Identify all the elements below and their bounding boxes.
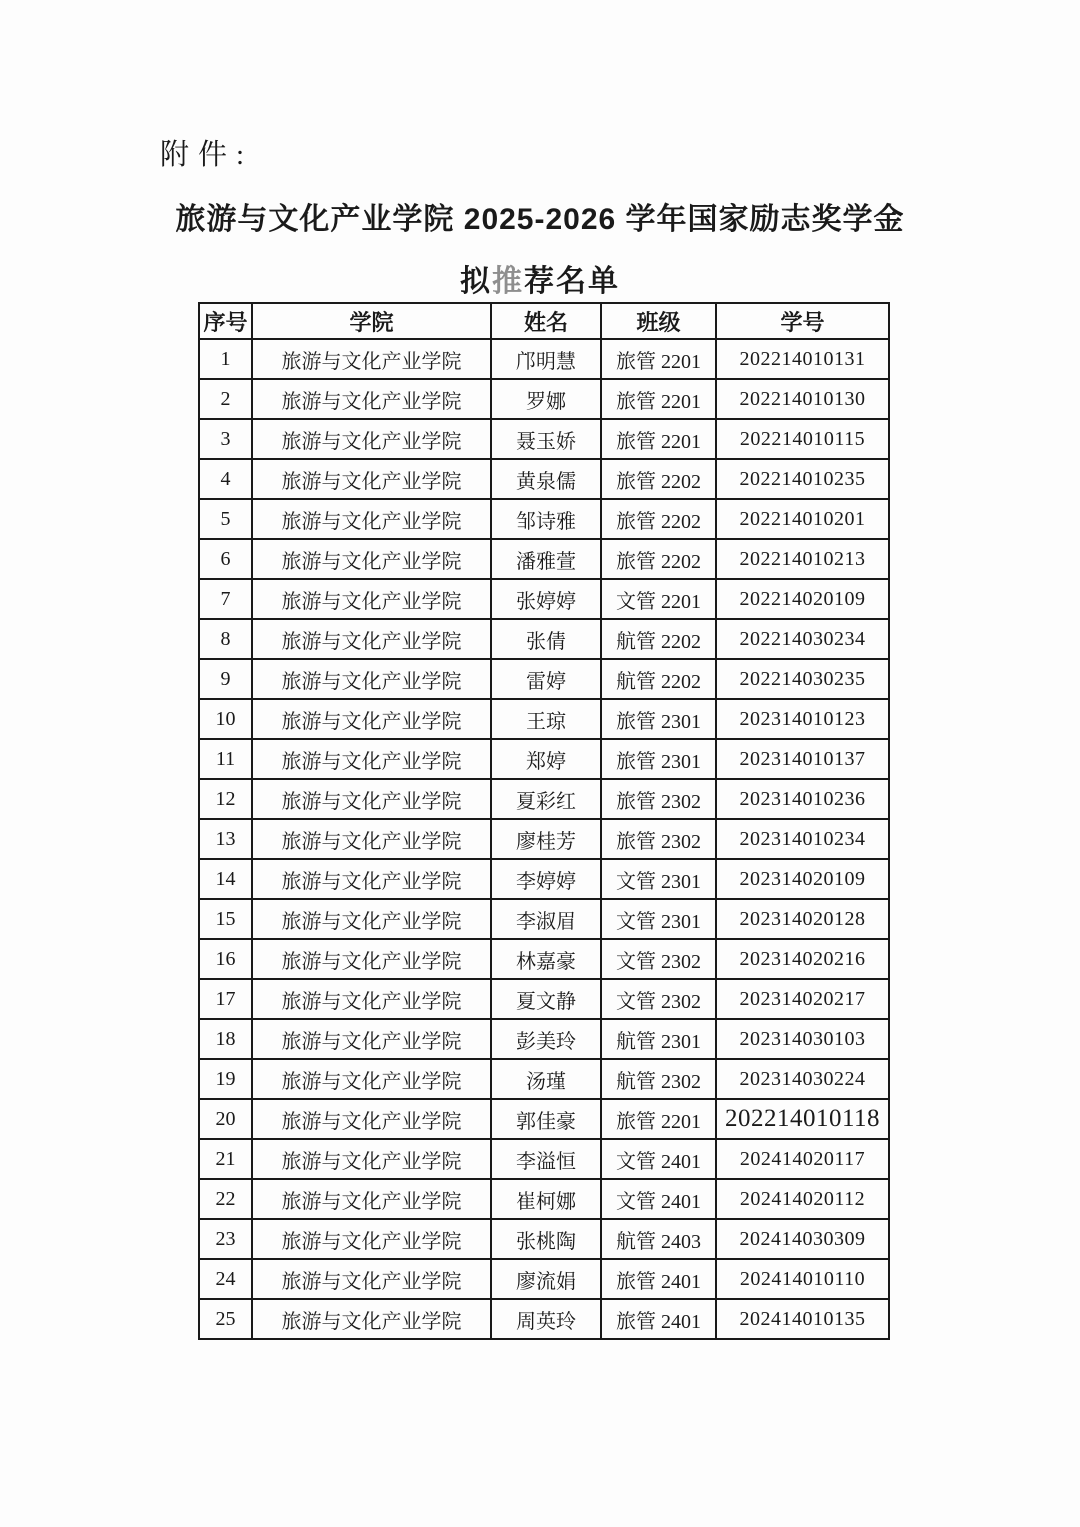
cell-class: 旅管 2302: [601, 819, 716, 859]
cell-student-id: 202214010115: [716, 419, 889, 459]
table-row: [199, 1179, 889, 1219]
cell-name: 夏彩红: [491, 779, 601, 819]
cell-class: 旅管 2202: [601, 459, 716, 499]
cell-name: 李溢恒: [491, 1139, 601, 1179]
cell-no: 8: [199, 619, 252, 659]
recommendation-table: [198, 302, 890, 1340]
table-row: [199, 1259, 889, 1299]
cell-name: 邹诗雅: [491, 499, 601, 539]
table-row: [199, 619, 889, 659]
table-row: [199, 779, 889, 819]
header-cell-id: 学号: [716, 303, 889, 339]
header-cell-class: 班级: [601, 303, 716, 339]
cell-name: 李淑眉: [491, 899, 601, 939]
cell-no: 20: [199, 1099, 252, 1139]
cell-no: 7: [199, 579, 252, 619]
cell-class: 航管 2202: [601, 619, 716, 659]
cell-name: 郑婷: [491, 739, 601, 779]
cell-college: 旅游与文化产业学院: [252, 619, 491, 659]
table-row: [199, 539, 889, 579]
cell-name: 郭佳豪: [491, 1099, 601, 1139]
cell-name: 罗娜: [491, 379, 601, 419]
cell-name: 汤瑾: [491, 1059, 601, 1099]
title-line-2: [150, 256, 930, 300]
cell-college: 旅游与文化产业学院: [252, 1059, 491, 1099]
cell-no: 19: [199, 1059, 252, 1099]
cell-student-id: 202314020109: [716, 859, 889, 899]
cell-student-id: 202214010213: [716, 539, 889, 579]
cell-name: 彭美玲: [491, 1019, 601, 1059]
table-row: [199, 499, 889, 539]
cell-no: 10: [199, 699, 252, 739]
title-line2-suffix: 荐名单: [524, 265, 620, 298]
cell-student-id: 202314010123: [716, 699, 889, 739]
table-header-row: [199, 303, 889, 339]
cell-college: 旅游与文化产业学院: [252, 539, 491, 579]
cell-class: 文管 2301: [601, 899, 716, 939]
cell-name: 李婷婷: [491, 859, 601, 899]
cell-no: 5: [199, 499, 252, 539]
cell-no: 21: [199, 1139, 252, 1179]
cell-college: 旅游与文化产业学院: [252, 1139, 491, 1179]
cell-name: 张倩: [491, 619, 601, 659]
cell-name: 潘雅萱: [491, 539, 601, 579]
cell-class: 文管 2302: [601, 979, 716, 1019]
cell-college: 旅游与文化产业学院: [252, 739, 491, 779]
cell-student-id: 202214020109: [716, 579, 889, 619]
cell-class: 文管 2401: [601, 1179, 716, 1219]
cell-class: 文管 2401: [601, 1139, 716, 1179]
title-line2-gray-char: 推: [492, 265, 524, 298]
cell-no: 14: [199, 859, 252, 899]
cell-class: 旅管 2301: [601, 699, 716, 739]
cell-class: 旅管 2201: [601, 339, 716, 379]
cell-no: 22: [199, 1179, 252, 1219]
table-row: [199, 859, 889, 899]
cell-college: 旅游与文化产业学院: [252, 459, 491, 499]
cell-class: 旅管 2201: [601, 379, 716, 419]
table-row: [199, 1059, 889, 1099]
cell-class: 旅管 2201: [601, 1099, 716, 1139]
cell-college: 旅游与文化产业学院: [252, 419, 491, 459]
cell-class: 航管 2202: [601, 659, 716, 699]
cell-college: 旅游与文化产业学院: [252, 1259, 491, 1299]
table-row: [199, 659, 889, 699]
title-line2-prefix: 拟: [460, 265, 492, 298]
cell-college: 旅游与文化产业学院: [252, 859, 491, 899]
cell-class: 航管 2301: [601, 1019, 716, 1059]
cell-no: 24: [199, 1259, 252, 1299]
cell-class: 文管 2301: [601, 859, 716, 899]
cell-student-id: 202214030234: [716, 619, 889, 659]
cell-no: 17: [199, 979, 252, 1019]
cell-student-id: 202414010110: [716, 1259, 889, 1299]
cell-college: 旅游与文化产业学院: [252, 1219, 491, 1259]
cell-class: 旅管 2401: [601, 1299, 716, 1339]
table-row: [199, 699, 889, 739]
table-row: [199, 939, 889, 979]
cell-college: 旅游与文化产业学院: [252, 979, 491, 1019]
cell-name: 聂玉娇: [491, 419, 601, 459]
cell-college: 旅游与文化产业学院: [252, 379, 491, 419]
cell-college: 旅游与文化产业学院: [252, 1179, 491, 1219]
cell-no: 6: [199, 539, 252, 579]
table-row: [199, 899, 889, 939]
cell-college: 旅游与文化产业学院: [252, 899, 491, 939]
cell-student-id: 202214010235: [716, 459, 889, 499]
cell-no: 16: [199, 939, 252, 979]
cell-college: 旅游与文化产业学院: [252, 659, 491, 699]
cell-class: 旅管 2202: [601, 539, 716, 579]
cell-no: 15: [199, 899, 252, 939]
cell-no: 25: [199, 1299, 252, 1339]
cell-no: 13: [199, 819, 252, 859]
cell-college: 旅游与文化产业学院: [252, 499, 491, 539]
cell-student-id: 202314020216: [716, 939, 889, 979]
header-cell-name: 姓名: [491, 303, 601, 339]
table-row: [199, 1219, 889, 1259]
table-row: [199, 419, 889, 459]
cell-student-id: 202414010135: [716, 1299, 889, 1339]
cell-no: 1: [199, 339, 252, 379]
cell-name: 周英玲: [491, 1299, 601, 1339]
cell-name: 黄泉儒: [491, 459, 601, 499]
table-row: [199, 1139, 889, 1179]
cell-college: 旅游与文化产业学院: [252, 579, 491, 619]
cell-class: 旅管 2301: [601, 739, 716, 779]
cell-name: 崔柯娜: [491, 1179, 601, 1219]
cell-name: 张婷婷: [491, 579, 601, 619]
table-row: [199, 1019, 889, 1059]
cell-class: 旅管 2202: [601, 499, 716, 539]
cell-name: 邝明慧: [491, 339, 601, 379]
table-row: [199, 339, 889, 379]
cell-student-id: 202314010234: [716, 819, 889, 859]
attachment-label: 附件:: [160, 139, 254, 171]
table-row: [199, 819, 889, 859]
cell-college: 旅游与文化产业学院: [252, 939, 491, 979]
cell-college: 旅游与文化产业学院: [252, 779, 491, 819]
cell-student-id: 202214030235: [716, 659, 889, 699]
cell-college: 旅游与文化产业学院: [252, 1099, 491, 1139]
cell-student-id: 202214010131: [716, 339, 889, 379]
cell-no: 18: [199, 1019, 252, 1059]
cell-college: 旅游与文化产业学院: [252, 1299, 491, 1339]
cell-no: 2: [199, 379, 252, 419]
cell-name: 廖桂芳: [491, 819, 601, 859]
document-title: [150, 194, 930, 300]
cell-no: 12: [199, 779, 252, 819]
cell-student-id: 202314030103: [716, 1019, 889, 1059]
cell-student-id: 202314030224: [716, 1059, 889, 1099]
header-cell-no: 序号: [199, 303, 252, 339]
cell-class: 文管 2201: [601, 579, 716, 619]
cell-class: 旅管 2401: [601, 1259, 716, 1299]
cell-college: 旅游与文化产业学院: [252, 339, 491, 379]
cell-student-id: 202414020117: [716, 1139, 889, 1179]
cell-college: 旅游与文化产业学院: [252, 819, 491, 859]
cell-student-id: 202314010137: [716, 739, 889, 779]
table-row: [199, 979, 889, 1019]
cell-name: 王琼: [491, 699, 601, 739]
cell-name: 林嘉豪: [491, 939, 601, 979]
cell-name: 张桃陶: [491, 1219, 601, 1259]
cell-no: 3: [199, 419, 252, 459]
cell-student-id: 202414020112: [716, 1179, 889, 1219]
table-row: [199, 579, 889, 619]
cell-class: 旅管 2201: [601, 419, 716, 459]
cell-college: 旅游与文化产业学院: [252, 699, 491, 739]
cell-class: 文管 2302: [601, 939, 716, 979]
cell-class: 旅管 2302: [601, 779, 716, 819]
table-row: [199, 379, 889, 419]
cell-student-id: 202214010118: [716, 1099, 889, 1139]
cell-no: 23: [199, 1219, 252, 1259]
cell-student-id: 202314010236: [716, 779, 889, 819]
table-row: [199, 459, 889, 499]
cell-college: 旅游与文化产业学院: [252, 1019, 491, 1059]
cell-no: 11: [199, 739, 252, 779]
table-row: [199, 1099, 889, 1139]
cell-no: 4: [199, 459, 252, 499]
cell-no: 9: [199, 659, 252, 699]
cell-name: 雷婷: [491, 659, 601, 699]
title-line-1: 旅游与文化产业学院 2025-2026 学年国家励志奖学金: [175, 203, 905, 236]
cell-class: 航管 2302: [601, 1059, 716, 1099]
cell-class: 航管 2403: [601, 1219, 716, 1259]
cell-student-id: 202214010201: [716, 499, 889, 539]
cell-name: 廖流娟: [491, 1259, 601, 1299]
cell-student-id: 202314020128: [716, 899, 889, 939]
header-cell-college: 学院: [252, 303, 491, 339]
cell-name: 夏文静: [491, 979, 601, 1019]
cell-student-id: 202414030309: [716, 1219, 889, 1259]
cell-student-id: 202214010130: [716, 379, 889, 419]
table-row: [199, 739, 889, 779]
cell-student-id: 202314020217: [716, 979, 889, 1019]
table-row: [199, 1299, 889, 1339]
